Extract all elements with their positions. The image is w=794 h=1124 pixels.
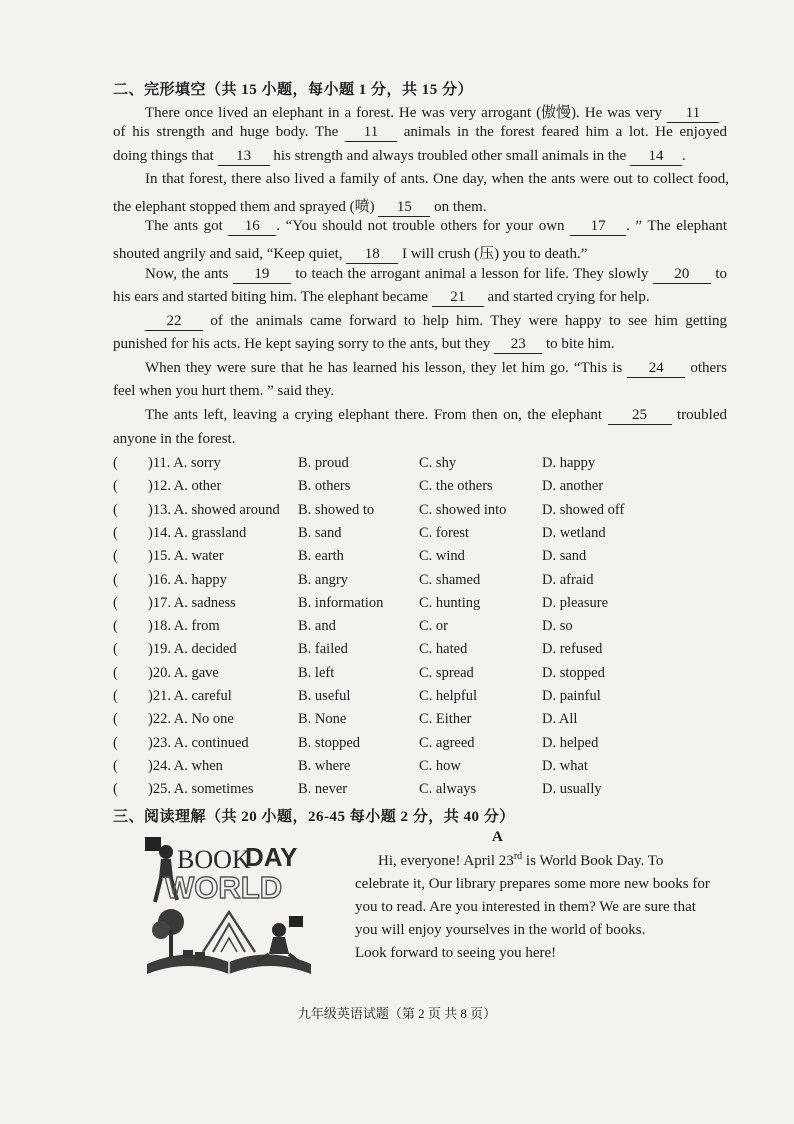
- option-d[interactable]: D. what: [542, 757, 588, 774]
- option-a[interactable]: )19. A. decided: [148, 641, 237, 658]
- passage-text: The ants left, leaving a crying elephant there. From then on, the elephant: [145, 407, 608, 423]
- passage-text: animals in the forest feared him a lot. He enjoyed: [397, 124, 727, 140]
- passage-text: to: [710, 266, 727, 282]
- passage-text: In that forest, there also lived a family of ants. One day, when the ants were out to collect food,: [145, 171, 729, 187]
- option-d[interactable]: D. so: [542, 618, 573, 635]
- option-c[interactable]: C. spread: [419, 664, 474, 681]
- logo-day-text: DAY: [245, 842, 298, 872]
- page-footer: 九年级英语试题（第 2 页 共 8 页）: [297, 1006, 497, 1021]
- passage-a-line-3: you to read. Are you interested in them? We are sure that: [355, 899, 696, 915]
- passage-text: and started crying for help.: [483, 289, 650, 305]
- option-b[interactable]: B. showed to: [298, 501, 375, 518]
- question-row: [113, 502, 733, 522]
- option-d[interactable]: D. happy: [542, 455, 596, 471]
- answer-blank[interactable]: 16: [228, 218, 276, 236]
- passage-text: to teach the arrogant animal a lesson for life. They slowly: [290, 266, 653, 282]
- passage-line: [113, 336, 615, 354]
- passage-a-line-1: Hi, everyone! April 23rd is World Book Day. To: [378, 851, 664, 869]
- option-b[interactable]: B. None: [298, 711, 347, 728]
- passage-text: . ” The elephant: [626, 218, 727, 234]
- passage-line: [145, 313, 727, 331]
- option-b[interactable]: B. where: [298, 757, 351, 774]
- option-a[interactable]: )24. A. when: [148, 757, 223, 774]
- answer-paren[interactable]: (: [113, 618, 118, 635]
- passage-text: I will crush (压) you to death.”: [398, 246, 588, 262]
- option-a[interactable]: )18. A. from: [148, 618, 220, 635]
- question-row: [113, 688, 733, 708]
- answer-paren[interactable]: (: [113, 757, 118, 774]
- option-b[interactable]: B. sand: [298, 524, 342, 541]
- passage-line: [113, 289, 650, 307]
- option-c[interactable]: C. hunting: [419, 594, 481, 611]
- answer-blank[interactable]: 24: [627, 360, 685, 378]
- passage-text: Now, the ants: [145, 266, 233, 282]
- option-b[interactable]: B. left: [298, 664, 335, 681]
- answer-blank[interactable]: 22: [145, 313, 203, 331]
- question-row: [113, 525, 733, 545]
- option-c[interactable]: C. wind: [419, 548, 465, 565]
- passage-line: [145, 266, 727, 284]
- tree-icon: [152, 909, 184, 960]
- answer-blank[interactable]: 17: [570, 218, 626, 236]
- answer-blank[interactable]: 23: [494, 336, 542, 354]
- option-b[interactable]: B. never: [298, 781, 348, 798]
- answer-paren[interactable]: (: [113, 734, 118, 751]
- option-c[interactable]: C. helpful: [419, 688, 477, 704]
- answer-paren[interactable]: (: [113, 478, 118, 495]
- answer-paren[interactable]: (: [113, 594, 118, 611]
- passage-text: .: [681, 148, 686, 164]
- option-b[interactable]: B. others: [298, 478, 351, 495]
- question-row: [113, 641, 733, 661]
- passage-line: [113, 431, 235, 448]
- question-row: [113, 618, 733, 638]
- option-a[interactable]: )16. A. happy: [148, 571, 227, 588]
- option-d[interactable]: D. painful: [542, 688, 601, 704]
- question-row: [113, 665, 733, 685]
- answer-paren[interactable]: (: [113, 711, 118, 728]
- option-b[interactable]: B. and: [298, 618, 336, 635]
- option-c[interactable]: C. the others: [419, 478, 493, 495]
- option-c[interactable]: C. shy: [419, 455, 457, 471]
- answer-blank[interactable]: 20: [653, 266, 711, 284]
- world-book-day-illustration: [143, 834, 313, 984]
- passage-line: [113, 195, 487, 217]
- section-2-title: 二、完形填空（共 15 小题，每小题 1 分，共 15 分）: [113, 82, 474, 98]
- question-row: [113, 758, 733, 778]
- answer-blank[interactable]: 13: [218, 148, 270, 166]
- passage-text: of the animals came forward to help him. They were happy to see him getting: [203, 313, 727, 329]
- passage-a-line-4: you will enjoy yourselves in the world of books.: [355, 922, 646, 938]
- option-a[interactable]: )12. A. other: [148, 478, 222, 495]
- option-c[interactable]: C. agreed: [419, 734, 475, 751]
- answer-blank[interactable]: 14: [630, 148, 682, 166]
- answer-blank[interactable]: 11: [345, 124, 397, 142]
- question-row: [113, 711, 733, 731]
- option-c[interactable]: C. shamed: [419, 571, 481, 588]
- passage-text: anyone in the forest.: [113, 431, 236, 447]
- option-a[interactable]: )21. A. careful: [148, 688, 232, 704]
- option-b[interactable]: B. earth: [298, 548, 344, 565]
- passage-text: doing things that: [113, 148, 218, 164]
- option-d[interactable]: D. showed off: [542, 501, 625, 518]
- answer-blank[interactable]: 18: [346, 246, 398, 264]
- passage-a-heading: A: [492, 829, 503, 845]
- logo-world-text: WORLD: [165, 870, 283, 905]
- option-b[interactable]: B. failed: [298, 641, 348, 658]
- answer-paren[interactable]: (: [113, 524, 118, 541]
- passage-a-line-5: Look forward to seeing you here!: [355, 945, 557, 961]
- option-b[interactable]: B. proud: [298, 455, 349, 471]
- passage-text: feel when you hurt them. ” said they.: [113, 383, 335, 399]
- passage-line: [113, 148, 686, 166]
- question-row: [113, 572, 733, 592]
- passage-a-line-2: celebrate it, Our library prepares some more new books for: [355, 876, 710, 892]
- passage-line: [113, 242, 587, 264]
- answer-blank[interactable]: 25: [608, 407, 672, 425]
- option-d[interactable]: D. pleasure: [542, 594, 609, 611]
- option-d[interactable]: D. afraid: [542, 571, 594, 588]
- passage-text: punished for his acts. He kept saying sorry to the ants, but they: [113, 336, 495, 352]
- answer-paren[interactable]: (: [113, 664, 118, 681]
- passage-text: his strength and always troubled other small animals in the: [269, 148, 630, 164]
- question-row: [113, 781, 733, 801]
- option-a[interactable]: )11. A. sorry: [148, 455, 221, 471]
- passage-line: [113, 124, 727, 142]
- option-d[interactable]: D. sand: [542, 548, 587, 565]
- passage-line: [145, 101, 719, 123]
- passage-text: others: [685, 360, 727, 376]
- answer-paren[interactable]: (: [113, 501, 118, 518]
- option-b[interactable]: B. useful: [298, 688, 351, 704]
- option-a[interactable]: )23. A. continued: [148, 734, 249, 751]
- passage-text: troubled: [671, 407, 727, 423]
- answer-paren[interactable]: (: [113, 641, 118, 658]
- option-d[interactable]: D. stopped: [542, 664, 605, 681]
- logo-book-text: BOOK: [177, 845, 251, 874]
- passage-line: [145, 407, 727, 425]
- option-c[interactable]: C. how: [419, 757, 461, 774]
- answer-paren[interactable]: (: [113, 455, 118, 471]
- option-b[interactable]: B. stopped: [298, 734, 361, 751]
- option-a[interactable]: )14. A. grassland: [148, 524, 247, 541]
- passage-text: When they were sure that he has learned his lesson, they let him go. “This is: [145, 360, 628, 376]
- answer-blank[interactable]: 19: [233, 266, 291, 284]
- question-row: [113, 735, 733, 755]
- option-a[interactable]: )15. A. water: [148, 548, 224, 565]
- option-c[interactable]: C. showed into: [419, 501, 507, 518]
- question-row: [113, 595, 733, 615]
- option-a[interactable]: )13. A. showed around: [148, 501, 280, 518]
- passage-line: [145, 218, 727, 236]
- passage-line: [113, 383, 334, 400]
- option-d[interactable]: D. wetland: [542, 524, 606, 541]
- option-d[interactable]: D. helped: [542, 734, 599, 751]
- answer-paren[interactable]: (: [113, 548, 118, 565]
- option-a[interactable]: )17. A. sadness: [148, 594, 236, 611]
- option-a[interactable]: )25. A. sometimes: [148, 781, 254, 798]
- option-c[interactable]: C. always: [419, 781, 477, 798]
- passage-line: [145, 171, 729, 188]
- answer-blank[interactable]: 11: [667, 105, 719, 123]
- passage-text: There once lived an elephant in a forest. He was very arrogant (傲慢). He was very: [145, 105, 667, 121]
- option-d[interactable]: D. refused: [542, 641, 603, 658]
- option-d[interactable]: D. All: [542, 711, 578, 728]
- passage-line: [145, 360, 727, 378]
- answer-paren[interactable]: (: [113, 781, 118, 798]
- answer-blank[interactable]: 15: [378, 199, 430, 217]
- option-c[interactable]: C. or: [419, 618, 448, 635]
- question-row: [113, 455, 733, 475]
- option-b[interactable]: B. angry: [298, 571, 348, 588]
- question-row: [113, 548, 733, 568]
- option-d[interactable]: D. usually: [542, 781, 602, 798]
- passage-text: . “You should not trouble others for your own: [276, 218, 571, 234]
- option-d[interactable]: D. another: [542, 478, 604, 495]
- question-row: [113, 478, 733, 498]
- option-c[interactable]: C. forest: [419, 524, 469, 541]
- passage-text: his ears and started biting him. The elephant became: [113, 289, 432, 305]
- section-3-title: 三、阅读理解（共 20 小题，26-45 每小题 2 分，共 40 分）: [113, 809, 515, 825]
- passage-text: to bite him.: [542, 336, 615, 352]
- option-c[interactable]: C. Either: [419, 711, 472, 728]
- passage-text: The ants got: [145, 218, 229, 234]
- passage-text: on them.: [430, 199, 487, 215]
- option-c[interactable]: C. hated: [419, 641, 468, 658]
- passage-text: of his strength and huge body. The: [113, 124, 345, 140]
- answer-blank[interactable]: 21: [432, 289, 484, 307]
- option-b[interactable]: B. information: [298, 594, 384, 611]
- answer-paren[interactable]: (: [113, 688, 118, 704]
- answer-paren[interactable]: (: [113, 571, 118, 588]
- option-a[interactable]: )20. A. gave: [148, 664, 219, 681]
- option-a[interactable]: )22. A. No one: [148, 711, 234, 728]
- passage-text: the elephant stopped them and sprayed (喷): [113, 199, 379, 215]
- passage-text: shouted angrily and said, “Keep quiet,: [113, 246, 347, 262]
